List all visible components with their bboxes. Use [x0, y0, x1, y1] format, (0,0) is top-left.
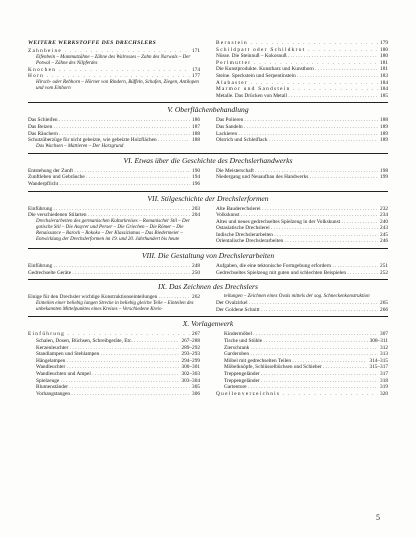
toc-entry-description: Das Wachsen – Mattieren – Der Harzgrund [36, 143, 124, 149]
toc-top-left-column [28, 40, 200, 99]
toc-entry-page: 319 [380, 384, 388, 391]
toc-entry[interactable] [216, 137, 388, 144]
toc-entry[interactable] [216, 219, 388, 226]
toc-entry-title: Gedrechseltes Spielzeug mit guten und schlechten Beispielen . . . [216, 270, 378, 277]
toc-entry-page: 183 [380, 72, 388, 79]
toc-entry-title: Wandleuchten und Ampel . . . [36, 371, 179, 378]
section-divider [28, 191, 388, 192]
toc-entry-page: 240 [380, 218, 388, 225]
toc-entry[interactable] [28, 384, 200, 391]
toc-entry-page: 248 [192, 263, 200, 270]
toc-entry-title: Spielzeuge . . . [36, 378, 179, 385]
toc-entry-page: 243 [380, 225, 388, 232]
toc-entry-description: teilungen – Zeichnen eines Ovals mittels der sog. Schneckenkonstruktion [224, 294, 370, 300]
toc-entry-page: 187 [192, 123, 200, 130]
toc-entry-title: Einführung . . . [28, 263, 190, 270]
toc-entry-title: Kindermöbel . . . [224, 331, 378, 338]
toc-entry-title: Zierschrank . . . [224, 345, 378, 352]
toc-entry[interactable] [28, 73, 200, 80]
toc-entry-title: Möbelknöpfe, Schlüsselbüchsen und Schieber . . . [224, 364, 367, 371]
toc-entry-page: 180 [380, 46, 388, 53]
section-divider [28, 248, 388, 249]
toc-entry-title: Horn . . . [28, 73, 190, 80]
page-number: 5 [376, 513, 380, 522]
toc-entry-title: Der Ovalzirkel . . . [216, 300, 378, 307]
toc-entry[interactable] [216, 238, 388, 245]
toc-entry-page: 314–315 [369, 357, 388, 364]
toc-entry-page: 181 [380, 66, 388, 73]
toc-entry-description: Einteilen einer beliebig langen Strecke in beliebig gleiche Teile – Einteilen des unbekannten Mittelpunktes eines Kreises – Verschiedene Kreis- [36, 300, 194, 312]
toc-entry[interactable] [216, 364, 388, 371]
section-entries [28, 206, 388, 246]
section-right-column [216, 331, 388, 397]
toc-entry-page: 251 [380, 263, 388, 270]
toc-top-block [28, 40, 388, 99]
section-left-column [28, 331, 200, 397]
toc-entry-page: 181 [380, 59, 388, 66]
toc-entry[interactable] [28, 345, 200, 352]
toc-entry-page: 171 [192, 48, 200, 54]
section-title: X. Vorlagenwerk [182, 319, 234, 329]
toc-entry-page: 180 [380, 53, 388, 60]
toc-entry-title: Wanderpflicht . . . [28, 181, 190, 188]
toc-entry-page: 194 [192, 174, 200, 181]
toc-entry-title: Hängelampen . . . [36, 358, 179, 365]
toc-entry-page: 177 [192, 73, 200, 80]
toc-entry-title: Alabaster . . . [216, 80, 378, 87]
toc-entry-title: Das Sandeln . . . [216, 124, 378, 131]
toc-entry-title: Nüsse. Die Steinnuß – Kokosnuß . . . [216, 53, 378, 60]
toc-entry[interactable] [28, 206, 200, 213]
toc-entry[interactable] [216, 174, 388, 181]
toc-entry-title: Treppengeländer . . . [224, 378, 378, 385]
toc-entry-page: 303–304 [181, 377, 200, 384]
toc-entry-page: 196 [192, 180, 200, 187]
section-divider [28, 153, 388, 154]
toc-entry-page: 198 [380, 167, 388, 174]
toc-entry[interactable] [216, 86, 388, 93]
toc-entry-page: 289–292 [181, 344, 200, 351]
toc-entry-page: 266 [380, 306, 388, 313]
toc-entry[interactable] [28, 270, 200, 277]
section-entries [28, 331, 388, 397]
toc-entry-title: Entstehung der Zunft . . . [28, 168, 190, 175]
toc-entry-title: Altes und neues gedrechseltes Spielzeug in der Volkskunst . . . [216, 219, 378, 226]
toc-entry-page: 189 [380, 130, 388, 137]
toc-entry-title: Garderoben . . . [224, 351, 378, 358]
toc-entry[interactable] [216, 60, 388, 67]
toc-entry-page: 313 [380, 351, 388, 358]
toc-entry[interactable] [216, 391, 388, 398]
toc-entry[interactable] [216, 331, 388, 338]
toc-entry-title: Möbel mit gedrechselten Teilen . . . [224, 358, 367, 365]
toc-entry[interactable] [28, 391, 200, 398]
toc-entry[interactable] [28, 168, 200, 175]
toc-entry-page: 306 [192, 390, 200, 397]
toc-entry[interactable] [216, 338, 388, 345]
toc-entry[interactable] [216, 358, 388, 365]
toc-entry-title: Blumenständer . . . [36, 384, 190, 391]
toc-entry-page: 267 [192, 331, 200, 338]
toc-entry-title: Die verschiedenen Stilarten . . . [28, 212, 190, 219]
toc-entry-page: 307 [380, 331, 388, 338]
toc-entry[interactable] [216, 300, 388, 307]
toc-entry-page: 245 [380, 231, 388, 238]
toc-entry-title: Gedrechselte Geräte . . . [28, 270, 190, 277]
toc-entry[interactable] [28, 124, 200, 131]
section-entries [28, 263, 388, 276]
toc-entry[interactable] [216, 53, 388, 60]
section-heading: WEITERE WERKSTOFFE DES DRECHSLERS [28, 40, 157, 46]
toc-entry-title: Das Schleifen . . . [28, 117, 190, 124]
toc-entry-page: 318 [380, 377, 388, 384]
toc-entry[interactable] [216, 117, 388, 124]
toc-entry-page: 267–288 [181, 338, 200, 345]
section-left-column [28, 206, 200, 246]
toc-entry-title: Lackieren . . . [216, 131, 378, 138]
toc-entry-title: Die Meisterschaft . . . [216, 168, 378, 175]
toc-entry[interactable] [216, 307, 388, 314]
toc-entry-page: 188 [192, 137, 200, 144]
toc-entry-title: Einführung . . . [28, 331, 190, 338]
toc-entry-page: 300–301 [181, 364, 200, 371]
section-entries [28, 117, 388, 149]
toc-entry[interactable] [216, 80, 388, 87]
toc-sections [28, 102, 388, 397]
toc-entry[interactable] [28, 137, 200, 144]
toc-entry-description: Drechslerarbeiten des germanischen Kulturkreises – Romanischer Stil – Der gotische Stil – Die Assyrer und Perser – Die Griechen – Die Römer – Die Renaissance – Barock – Rokoko – Der Klassizismus – Das Biedermeier – Entwicklung der Drechslerformen im 19. und 20. Jahrhundert bis heute [36, 218, 190, 242]
toc-entry-title: Perlmutter . . . [216, 60, 378, 67]
toc-entry[interactable] [28, 331, 200, 338]
section-title: V. Oberflächenbehandlung [167, 105, 249, 115]
toc-entry-title: Ostasiatische Drechslerei . . . [216, 225, 378, 232]
toc-entry-title: Schildpatt oder Schildkrot . . . [216, 47, 378, 54]
toc-entry-title: Ölstrich und Schleiflack . . . [216, 137, 378, 144]
toc-entry-title: Zunftleben und Gebräuche . . . [28, 174, 190, 181]
toc-entry[interactable] [28, 338, 200, 345]
toc-entry-page: 232 [380, 205, 388, 212]
toc-entry-description: Elfenbein – Mammutzähne – Zähne des Walrosses – Zahn des Narwals – Der Potwal – Zähne des Nilpferdes [36, 54, 191, 66]
toc-entry-title: Wandleuchter . . . [36, 364, 179, 371]
toc-entry[interactable] [28, 294, 200, 301]
toc-entry[interactable] [28, 181, 200, 188]
toc-entry-page: 189 [380, 137, 388, 144]
toc-entry-title: Das Polieren . . . [216, 117, 378, 124]
toc-entry[interactable] [28, 67, 200, 74]
toc-entry[interactable] [28, 263, 200, 270]
toc-entry-title: Kerzenleuchter . . . [36, 345, 179, 352]
toc-entry-title: Metalle. Das Drücken von Metall . . . [216, 93, 378, 100]
toc-entry-title: Indische Drechslerarbeiten . . . [216, 232, 378, 239]
section-title: IX. Das Zeichnen des Drechslers [158, 282, 258, 292]
toc-entry-title: Niedergang und Neuaufbau des Handwerks . . . [216, 174, 378, 181]
toc-entry-page: 265 [380, 300, 388, 307]
toc-entry[interactable] [216, 232, 388, 239]
toc-entry-page: 312 [380, 344, 388, 351]
table-of-contents [28, 40, 388, 398]
toc-entry[interactable] [216, 384, 388, 391]
toc-entry-page: 252 [380, 269, 388, 276]
section-divider [28, 316, 388, 317]
toc-entry-page: 293–293 [181, 351, 200, 358]
section-divider [28, 279, 388, 280]
toc-entry[interactable] [216, 225, 388, 232]
toc-entry[interactable] [28, 117, 200, 124]
toc-entry-page: 174 [192, 66, 200, 73]
toc-entry-page: 262 [192, 294, 200, 301]
toc-entry-page: 188 [380, 117, 388, 124]
toc-entry[interactable] [216, 40, 388, 47]
toc-entry[interactable] [28, 378, 200, 385]
toc-entry[interactable] [28, 131, 200, 138]
toc-entry-page: 246 [380, 238, 388, 245]
toc-entry-title: Tische und Stühle . . . [224, 338, 368, 345]
toc-entry[interactable] [216, 212, 388, 219]
toc-entry-title: Quellenverzeichnis . . . [216, 391, 378, 398]
toc-entry-title: Knochen . . . [28, 67, 190, 74]
section-right-column [216, 168, 388, 188]
toc-entry-title: Volkskunst . . . [216, 212, 378, 219]
toc-entry-page: 320 [380, 390, 388, 397]
toc-entry-page: 204 [192, 212, 200, 219]
toc-entry[interactable] [216, 351, 388, 358]
toc-entry-page: 250 [192, 269, 200, 276]
toc-entry[interactable] [216, 378, 388, 385]
toc-entry-title: Die Kunstprodukte. Kunstharz und Kunsthorn . . . [216, 66, 378, 73]
toc-entry-title: Der Goldene Schnitt . . . [216, 307, 378, 314]
toc-entry-title: Bernstein . . . [216, 40, 378, 47]
toc-entry-title: Treppengeländer . . . [224, 371, 378, 378]
toc-entry-page: 317 [380, 371, 388, 377]
toc-entry[interactable] [28, 358, 200, 365]
toc-entry[interactable] [28, 48, 200, 55]
section-right-column [216, 206, 388, 246]
toc-entry[interactable] [216, 66, 388, 73]
toc-entry-page: 305 [192, 384, 200, 391]
section-left-column [28, 168, 200, 188]
toc-entry-title: Schutzüberzüge für nicht gebeizte, wie gebeizte Holzflächen . . . [28, 137, 190, 144]
toc-entry-page: 302–303 [181, 371, 200, 377]
section-divider [28, 102, 388, 103]
toc-entry-page: 188 [192, 130, 200, 137]
toc-entry[interactable] [216, 124, 388, 131]
section-right-column [216, 117, 388, 149]
toc-entry-title: Einführung . . . [28, 206, 190, 213]
section-left-column [28, 117, 200, 149]
toc-entry[interactable] [28, 371, 200, 378]
section-left-column [28, 294, 200, 313]
toc-entry-page: 185 [380, 92, 388, 99]
toc-entry-title: Das Beizen . . . [28, 124, 190, 131]
toc-entry-page: 190 [192, 167, 200, 174]
toc-entry-title: Alte Bauderechslerei . . . [216, 206, 378, 213]
toc-entry-page: 179 [380, 40, 388, 46]
toc-entry-page: 184 [380, 86, 388, 93]
toc-entry[interactable] [216, 263, 388, 270]
toc-entry-page: 184 [380, 79, 388, 86]
toc-top-right-column [216, 40, 388, 99]
toc-entry[interactable] [216, 73, 388, 80]
toc-entry[interactable] [216, 93, 388, 100]
toc-entry-page: 199 [380, 174, 388, 181]
toc-entry-title: Zahnbeine . . . [28, 48, 190, 55]
toc-entry-title: Orientalische Drechslerarbeiten . . . [216, 238, 378, 245]
toc-entry-title: Standlampen und Stehlampen . . . [36, 351, 179, 358]
toc-entry-title: Schalen, Dosen, Büchsen, Schreibgeräte, Etc. . . . [36, 338, 179, 345]
toc-entry[interactable] [216, 168, 388, 175]
toc-entry[interactable] [28, 212, 200, 219]
toc-entry-title: Einige für den Drechsler wichtige Konstruktionseinteilungen . . . [28, 294, 190, 301]
section-left-column [28, 263, 200, 276]
toc-entry-page: 294–299 [181, 357, 200, 364]
toc-entry-page: 203 [192, 205, 200, 212]
toc-entry-page: 308–311 [369, 338, 388, 345]
toc-entry[interactable] [216, 345, 388, 352]
section-title: VI. Etwas über die Geschichte des Drechslerhandwerks [123, 155, 293, 165]
toc-entry[interactable] [28, 174, 200, 181]
toc-entry[interactable] [216, 206, 388, 213]
toc-entry-page: 186 [192, 117, 200, 124]
section-right-column [216, 294, 388, 313]
toc-entry[interactable] [216, 131, 388, 138]
toc-entry-title: Vorhangstangen . . . [36, 391, 190, 398]
toc-entry[interactable] [216, 270, 388, 277]
toc-entry-title: Steine. Speckstein und Serpentinstein . . . [216, 73, 378, 80]
toc-entry[interactable] [28, 351, 200, 358]
section-title: VIII. Die Gestaltung von Drechslerarbeiten [141, 251, 275, 261]
toc-entry-title: Aufgaben, die eine tektonische Formgebung erfordern . . . [216, 263, 378, 270]
section-entries [28, 168, 388, 188]
section-entries [28, 294, 388, 313]
toc-entry-description: Hirsch- oder Rehhorn – Hörner von Rindern, Büffeln, Schafen, Ziegen, Antilopen und vom Einhorn [36, 79, 199, 91]
toc-entry[interactable] [28, 364, 200, 371]
toc-entry-page: 234 [380, 212, 388, 219]
toc-entry-title: Marmor und Sandstein . . . [216, 86, 378, 93]
toc-entry[interactable] [216, 47, 388, 54]
toc-entry-title: Das Räuchern . . . [28, 131, 190, 138]
toc-entry-page: 315–317 [369, 364, 388, 371]
toc-entry-title: Gartentore . . . [224, 384, 378, 391]
section-title: VII. Stilgeschichte der Drechslerformen [147, 193, 269, 203]
toc-entry-page: 189 [380, 123, 388, 130]
section-right-column [216, 263, 388, 276]
toc-entry[interactable] [216, 371, 388, 378]
